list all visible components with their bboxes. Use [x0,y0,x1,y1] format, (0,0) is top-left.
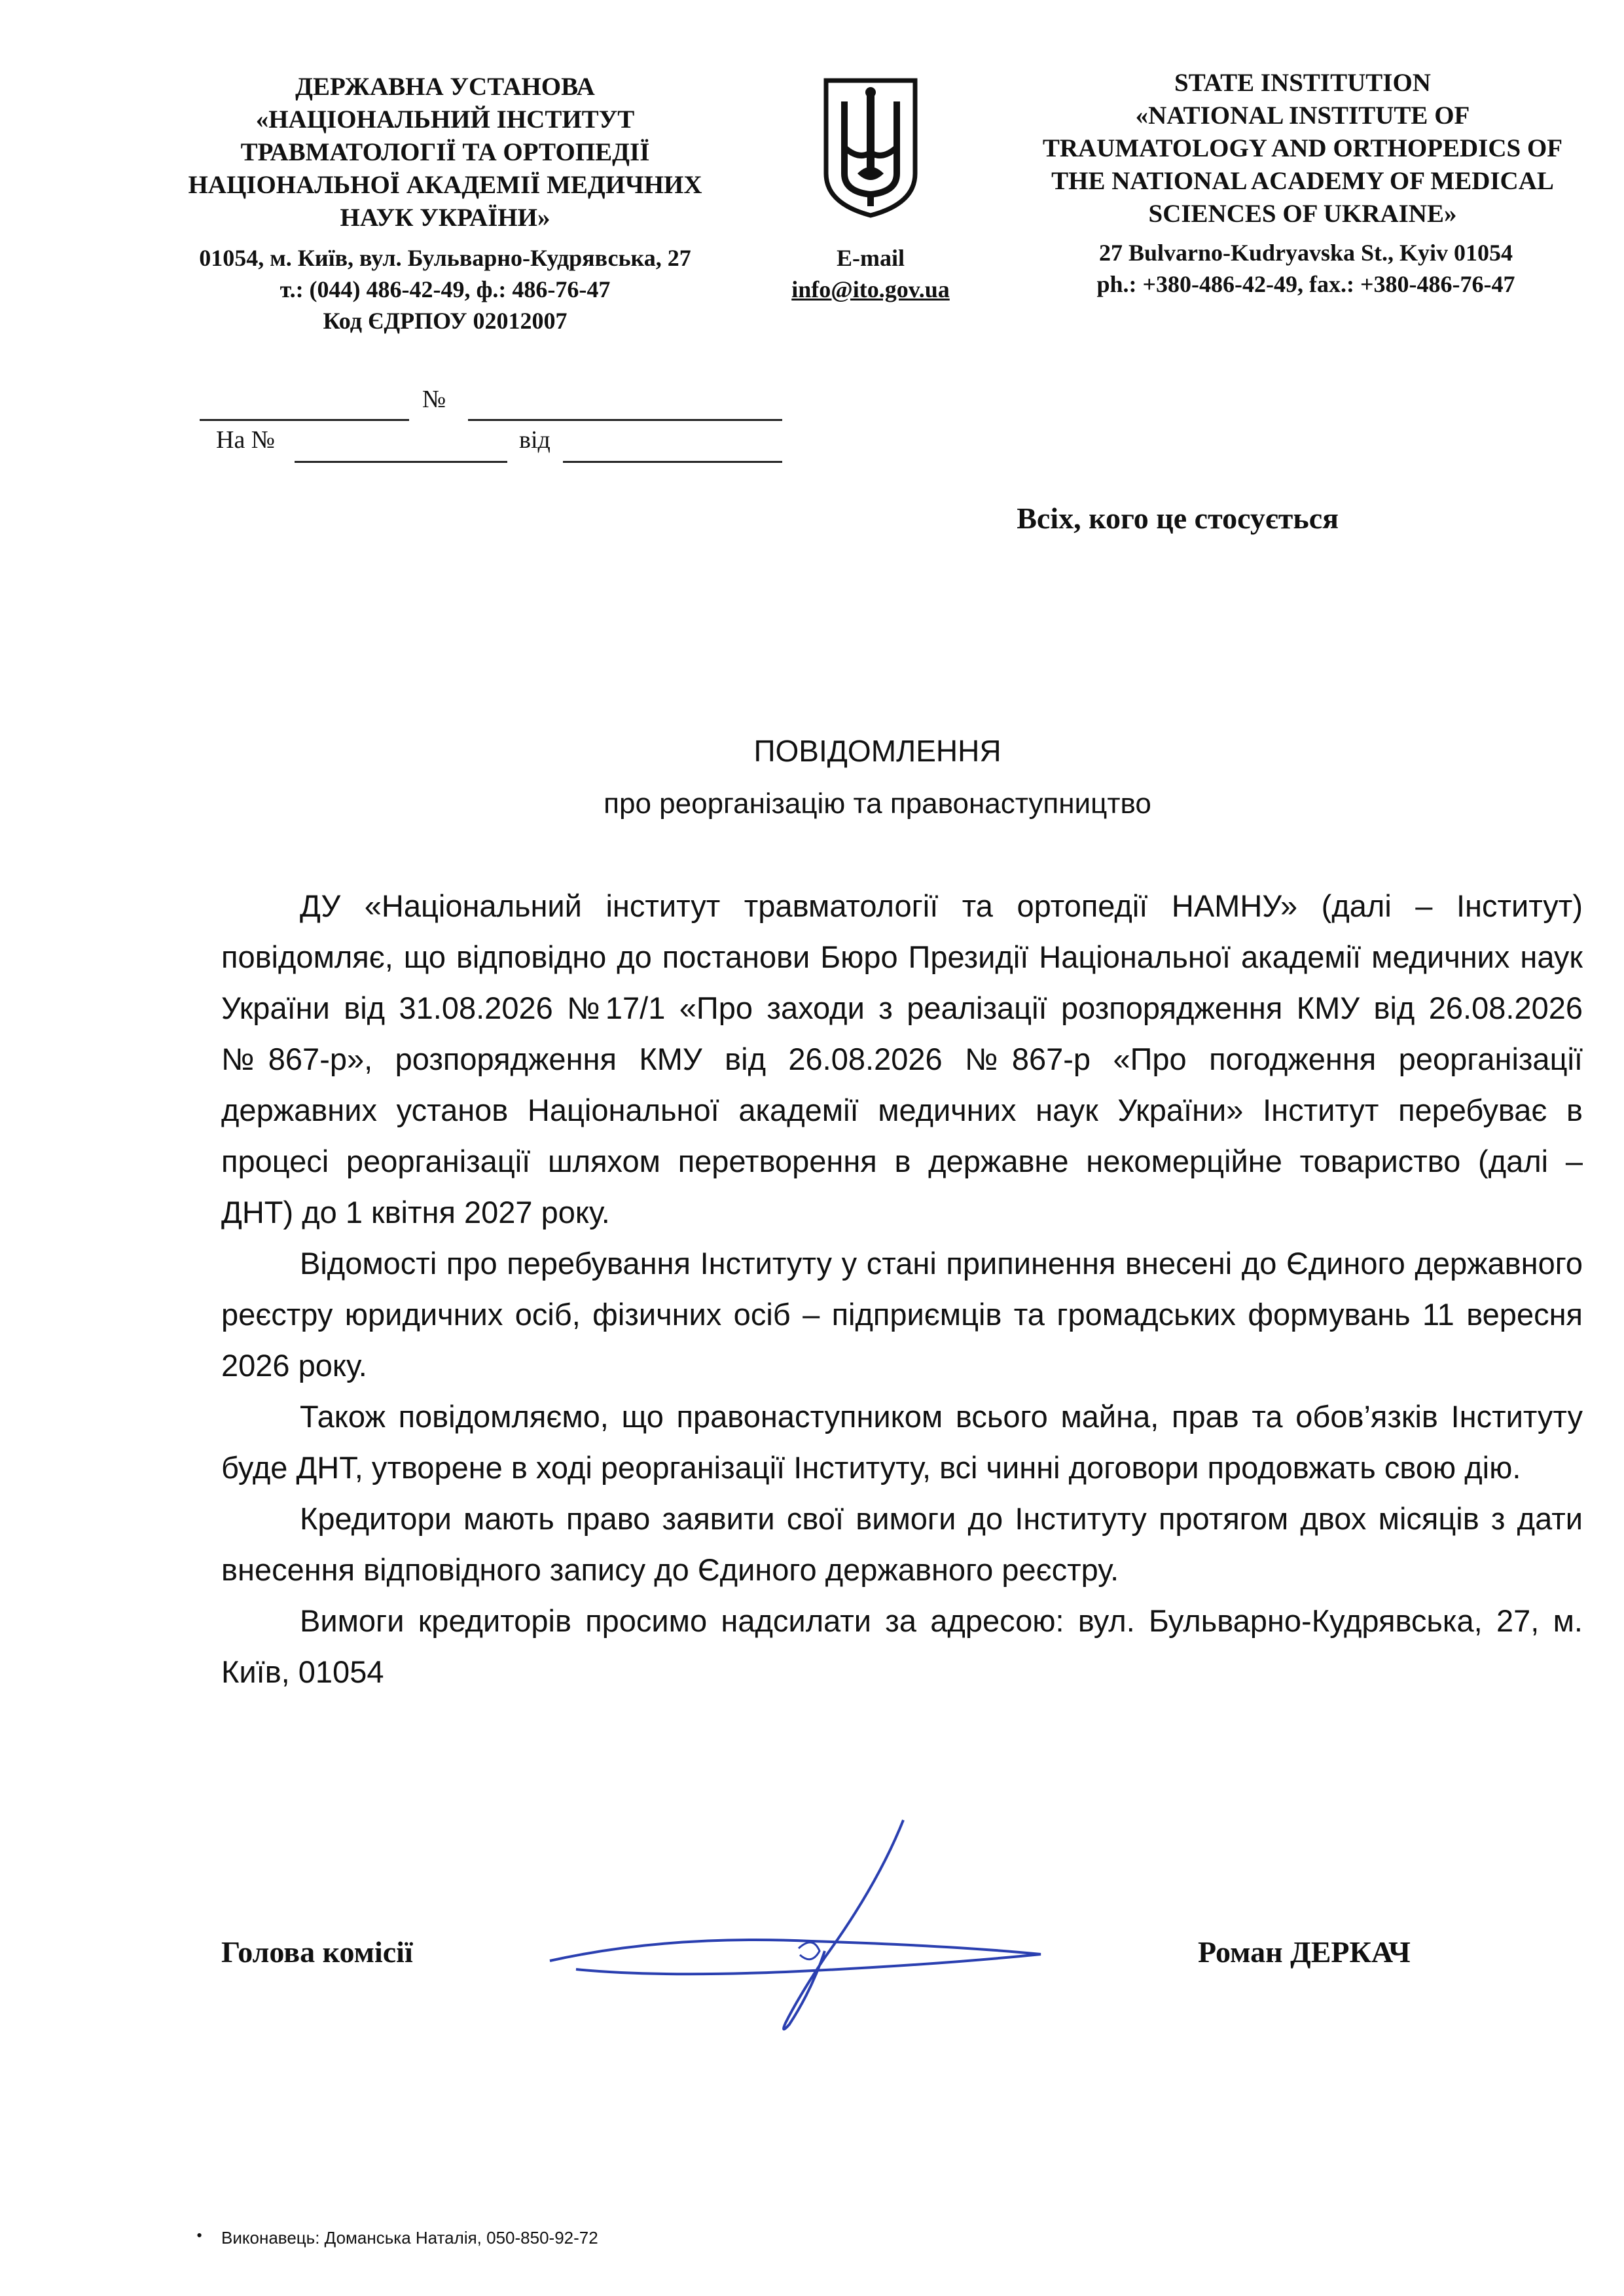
reference-label: На № [216,426,276,454]
header-ua-line: НАЦІОНАЛЬНОЇ АКАДЕМІЇ МЕДИЧНИХ [188,171,702,199]
address-ua-line: т.: (044) 486-42-49, ф.: 486-76-47 [280,276,611,302]
header-en-line: STATE INSTITUTION [1174,69,1431,97]
header-en-line: TRAUMATOLOGY AND ORTHOPEDICS OF [1042,134,1563,162]
paragraph: Кредитори мають право заявити свої вимоги до Інституту протягом двох місяців з дати внесення відповідного запису до Єдиного державного реєстру. [221,1501,1583,1587]
paragraph: ДУ «Національний інститут травматології та ортопедії НАМНУ» (далі – Інститут) повідомляє, що відповідно до постанови Бюро Президії Національної академії медичних наук України від 31.08.2026 №17/1 «Про заходи з реалізації розпорядження КМУ від 26.08.2026 №867-р», розпорядження КМУ від 26.08.2026 №867-р «Про погодження реорганізації державних установ Національної академії медичних наук України» Інститут перебуває в процесі реорганізації шляхом перетворення в державне некомерційне товариство (далі – ДНТ) до 1 квітня 2027 року. [221,888,1583,1230]
handwritten-signature [537,1794,1060,2043]
reference-number-line [295,461,507,463]
email-block [759,242,982,305]
header-ua-line: «НАЦІОНАЛЬНИЙ ІНСТИТУТ [255,105,635,134]
header-ua-line: НАУК УКРАЇНИ» [340,204,550,232]
address-en-line: 27 Bulvarno-Kudryavska St., Kyiv 01054 [1098,240,1513,266]
paragraph: Відомості про перебування Інституту у стані припинення внесені до Єдиного державного реєстру юридичних осіб, фізичних осіб – підприємців та громадських формувань 11 вересня 2026 року. [221,1246,1583,1383]
header-en [1001,67,1604,230]
address-ua [147,242,743,337]
header-ua [157,71,733,234]
email-link[interactable]: info@ito.gov.ua [791,276,950,302]
document-title: ПОВІДОМЛЕННЯ [753,734,1001,768]
header-ua-line: ТРАВМАТОЛОГІЇ ТА ОРТОПЕДІЇ [240,138,650,166]
header-en-line: THE NATIONAL ACADEMY OF MEDICAL [1051,167,1554,195]
number-sign: № [422,386,446,413]
address-ua-line: Код ЄДРПОУ 02012007 [323,308,568,334]
bullet-mark: • [196,2226,203,2245]
paragraph: Вимоги кредиторів просимо надсилати за адресою: вул. Бульварно-Кудрявська, 27, м. Київ, 01054 [221,1603,1583,1689]
address-ua-line: 01054, м. Київ, вул. Бульварно-Кудрявська, 27 [199,245,691,271]
document-subtitle: про реорганізацію та правонаступництво [604,788,1151,820]
header-en-line: «NATIONAL INSTITUTE OF [1135,101,1470,130]
document-body [221,881,1583,1698]
address-en-line: ph.: +380-486-42-49, fax.: +380-486-76-47 [1096,271,1515,297]
email-label: E-mail [837,245,905,271]
executor-note: Виконавець: Доманська Наталія, 050-850-92-72 [221,2228,598,2248]
reference-date-line [563,461,782,463]
signatory-name: Роман ДЕРКАЧ [1198,1935,1411,1969]
trident-icon [818,75,923,219]
address-en [1011,237,1600,300]
outgoing-number-line [468,419,782,421]
outgoing-date-line [200,419,409,421]
signatory-position: Голова комісії [221,1935,413,1969]
header-en-line: SCIENCES OF UKRAINE» [1148,200,1457,228]
from-label: від [519,426,550,454]
addressee: Всіх, кого це стосується [1017,501,1339,535]
paragraph: Також повідомляємо, що правонаступником всього майна, прав та обов’язків Інституту буде ДНТ, утворене в ході реорганізації Інституту, всі чинні договори продовжать свою дію. [221,1399,1583,1485]
header-ua-line: ДЕРЖАВНА УСТАНОВА [295,73,595,101]
